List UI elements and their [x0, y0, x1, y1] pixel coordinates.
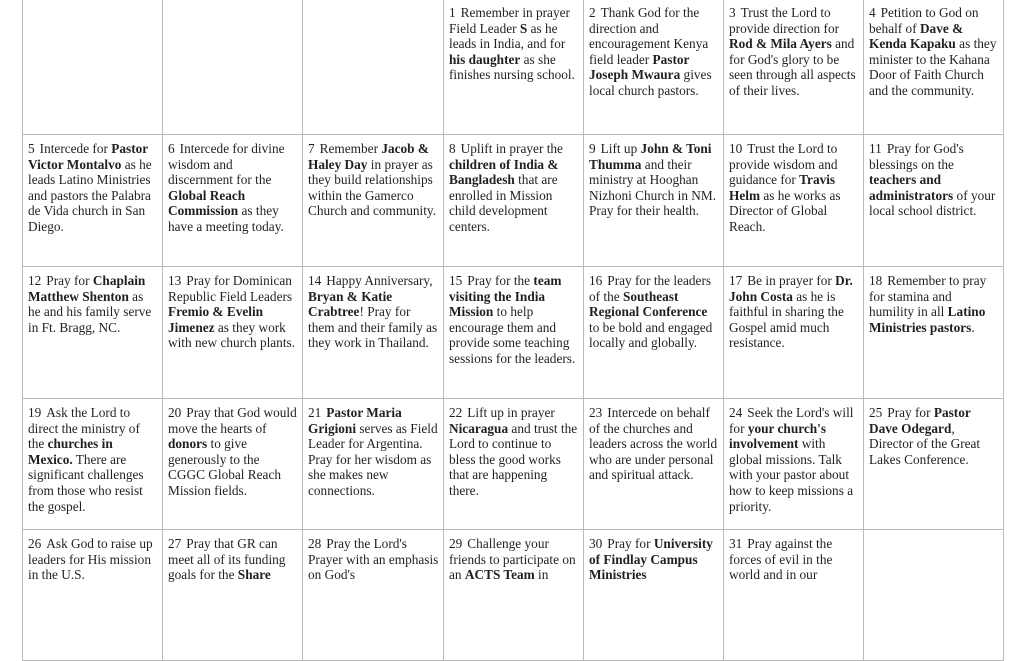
prayer-text: Pray for the [467, 273, 534, 288]
prayer-text: Pray the Lord's Prayer with an emphasis on God's [308, 536, 439, 583]
calendar-day-cell [23, 267, 163, 399]
highlighted-name: team visiting the India Mission [449, 273, 562, 320]
highlighted-name: Jacob & Haley Day [308, 141, 429, 172]
prayer-text: Trust the Lord to provide direction for [729, 5, 840, 36]
prayer-text: . [971, 319, 975, 335]
prayer-text: with global missions. Talk with your pastor about how to keep missions a priority. [729, 436, 854, 514]
prayer-text: to give generously to the CGGC Global Reach Mission fields. [168, 436, 282, 498]
day-number: 6 [168, 141, 175, 156]
calendar-day-cell [724, 0, 864, 135]
prayer-text: Remember to pray for stamina and humility in all [869, 273, 987, 320]
highlighted-name: donors [168, 436, 208, 452]
calendar-day-cell [584, 0, 724, 135]
highlighted-name: S [519, 20, 528, 36]
prayer-text: Intercede for [39, 141, 112, 156]
prayer-text: as they work with new church plants. [168, 319, 296, 351]
day-number: 3 [729, 5, 736, 20]
prayer-text: Petition to God on behalf of [869, 5, 979, 36]
day-number: 8 [449, 141, 456, 156]
day-number: 24 [729, 405, 743, 420]
calendar-day-cell [23, 530, 163, 661]
prayer-text: Pray for Dominican Republic Field Leaders [168, 273, 293, 304]
highlighted-name: Fremio & Evelin Jimenez [168, 304, 264, 335]
calendar-day-cell [584, 530, 724, 661]
prayer-text: Pray that God would move the hearts of [168, 405, 297, 436]
day-number: 13 [168, 273, 182, 288]
calendar-day-cell [584, 267, 724, 399]
prayer-text: , Director of the Great Lakes Conference. [869, 420, 981, 467]
prayer-text: Pray for God's blessings on the [869, 141, 964, 172]
prayer-text: Be in prayer for [747, 273, 836, 288]
prayer-text: to be bold and engaged locally and globally. [589, 319, 713, 351]
calendar-empty-cell [303, 0, 444, 135]
highlighted-name: Travis Helm [729, 172, 836, 203]
calendar-day-cell [724, 399, 864, 530]
highlighted-name: Latino Ministries pastors [869, 304, 986, 335]
calendar-empty-cell [23, 0, 163, 135]
prayer-text: and trust the Lord to continue to bless the good works that are happening there. [449, 420, 578, 498]
prayer-text: of your local school district. [869, 187, 996, 219]
highlighted-name: Pastor Maria Grigioni [308, 405, 402, 436]
day-number: 27 [168, 536, 182, 551]
day-number: 16 [589, 273, 603, 288]
prayer-text: as she finishes nursing school. [449, 51, 575, 83]
prayer-text: Intercede on behalf of the churches and leaders across the world who are under personal and spiritual attack. [589, 405, 718, 483]
prayer-text: Ask God to raise up leaders for His mission in the U.S. [28, 536, 153, 583]
day-number: 7 [308, 141, 315, 156]
highlighted-name: Rod & Mila Ayers [729, 36, 832, 52]
day-number: 10 [729, 141, 743, 156]
day-number: 28 [308, 536, 322, 551]
highlighted-name: teachers and administrators [869, 172, 954, 203]
calendar-day-cell [444, 0, 584, 135]
highlighted-name: Pastor Dave Odegard [869, 405, 971, 436]
day-number: 21 [308, 405, 322, 420]
calendar-day-cell [444, 399, 584, 530]
prayer-text: in prayer as they build relationships within the Gamerco Church and community. [308, 156, 437, 219]
day-number: 18 [869, 273, 883, 288]
calendar-day-cell [23, 399, 163, 530]
day-number: 2 [589, 5, 596, 20]
prayer-text: as he leads in India, and for [449, 20, 566, 52]
calendar-day-cell [584, 135, 724, 267]
highlighted-name: Dave & Kenda Kapaku [869, 20, 964, 52]
day-number: 30 [589, 536, 603, 551]
day-number: 14 [308, 273, 322, 288]
day-number: 15 [449, 273, 463, 288]
calendar-day-cell [23, 135, 163, 267]
day-number: 1 [449, 5, 456, 20]
highlighted-name: University of Findlay Campus Ministries [589, 536, 713, 583]
highlighted-name: Pastor Joseph Mwaura [589, 51, 690, 83]
calendar-day-cell [444, 267, 584, 399]
prayer-text: Challenge your friends to participate on an [449, 536, 576, 583]
highlighted-name: Nicaragua [449, 420, 509, 436]
calendar-day-cell [303, 267, 444, 399]
calendar-day-cell [864, 399, 1004, 530]
prayer-text: Pray that GR can meet all of its funding goals for the [168, 536, 286, 583]
calendar-empty-cell [163, 0, 303, 135]
calendar-day-cell [444, 530, 584, 661]
day-number: 9 [589, 141, 596, 156]
highlighted-name: churches in Mexico. [28, 436, 113, 467]
calendar-day-cell [163, 135, 303, 267]
prayer-text: to help encourage them and provide some teaching sessions for the leaders. [449, 304, 576, 366]
prayer-text: Pray for [607, 536, 654, 551]
calendar-day-cell [163, 267, 303, 399]
prayer-text: in [534, 567, 549, 583]
prayer-text: Happy Anniversary, [326, 273, 433, 288]
prayer-text: Pray against the forces of evil in the world and in our [729, 536, 833, 583]
prayer-text: and for God's glory to be seen through all aspects of their lives. [729, 36, 856, 98]
prayer-text: Trust the Lord to provide wisdom and guidance for [729, 141, 838, 188]
prayer-text: Pray for [46, 273, 93, 288]
prayer-text: Seek the Lord's will for [729, 405, 854, 436]
prayer-text: Thank God for the direction and encouragement Kenya field leader [589, 5, 709, 67]
calendar-day-cell [163, 399, 303, 530]
prayer-text: There are significant challenges from those who resist the gospel. [28, 451, 144, 514]
highlighted-name: his daughter [449, 51, 521, 67]
highlighted-name: Dr. John Costa [729, 273, 853, 304]
day-number: 31 [729, 536, 743, 551]
prayer-text: Uplift in prayer the [460, 141, 563, 156]
day-number: 20 [168, 405, 182, 420]
prayer-text: as they have a meeting today. [168, 203, 284, 234]
calendar-day-cell [864, 267, 1004, 399]
prayer-text: Remember in prayer Field Leader [449, 5, 570, 36]
prayer-text: gives local church pastors. [589, 67, 712, 98]
day-number: 29 [449, 536, 463, 551]
prayer-text: as he works as Director of Global Reach. [729, 187, 841, 234]
highlighted-name: Pastor Victor Montalvo [28, 141, 148, 172]
prayer-text: that are enrolled in Mission child development centers. [449, 172, 558, 234]
highlighted-name: Chaplain Matthew Shenton [28, 273, 146, 304]
calendar-day-cell [864, 135, 1004, 267]
prayer-text: as they minister to the Kahana Door of Faith Church and the community. [869, 36, 997, 98]
day-number: 17 [729, 273, 743, 288]
day-number: 23 [589, 405, 603, 420]
prayer-text: Remember [319, 141, 382, 156]
highlighted-name: children of India & Bangladesh [449, 156, 559, 188]
calendar-day-cell [303, 399, 444, 530]
prayer-text: Intercede for divine wisdom and discernment for the [168, 141, 285, 188]
prayer-text: Lift up in prayer [467, 405, 555, 420]
day-number: 11 [869, 141, 882, 156]
calendar-day-cell [724, 530, 864, 661]
prayer-calendar-grid [22, 0, 1004, 661]
prayer-text: and their ministry at Hooghan Nizhoni Church in NM. Pray for their health. [589, 156, 717, 219]
day-number: 26 [28, 536, 42, 551]
calendar-day-cell [724, 135, 864, 267]
highlighted-name: John & Toni Thumma [589, 141, 712, 172]
highlighted-name: Share [237, 567, 271, 583]
calendar-day-cell [163, 530, 303, 661]
day-number: 19 [28, 405, 42, 420]
calendar-day-cell [303, 530, 444, 661]
prayer-text: Ask the Lord to direct the ministry of the [28, 405, 140, 452]
calendar-day-cell [584, 399, 724, 530]
day-number: 25 [869, 405, 883, 420]
day-number: 12 [28, 273, 42, 288]
prayer-text: Lift up [600, 141, 641, 156]
day-number: 4 [869, 5, 876, 20]
highlighted-name: ACTS Team [464, 567, 535, 583]
calendar-day-cell [724, 267, 864, 399]
calendar-day-cell [864, 0, 1004, 135]
highlighted-name: your church's involvement [729, 420, 827, 452]
calendar-day-cell [303, 135, 444, 267]
prayer-text: as he and his family serve in Ft. Bragg, NC. [28, 288, 152, 335]
calendar-empty-cell [864, 530, 1004, 661]
prayer-text: serves as Field Leader for Argentina. Pray for her wisdom as she makes new connections. [308, 420, 438, 498]
calendar-day-cell [444, 135, 584, 267]
day-number: 22 [449, 405, 463, 420]
prayer-text: Pray for [887, 405, 934, 420]
highlighted-name: Bryan & Katie Crabtree [308, 288, 393, 320]
day-number: 5 [28, 141, 35, 156]
prayer-text: Pray for the leaders of the [589, 273, 712, 304]
prayer-text: ! Pray for them and their family as they work in Thailand. [308, 304, 438, 351]
highlighted-name: Global Reach Commission [168, 187, 246, 219]
prayer-text: as he leads Latino Ministries and pastors the Palabra de Vida church in San Diego. [28, 156, 152, 234]
highlighted-name: Southeast Regional Conference [589, 288, 708, 320]
prayer-text: as he is faithful in sharing the Gospel amid much resistance. [729, 288, 844, 351]
